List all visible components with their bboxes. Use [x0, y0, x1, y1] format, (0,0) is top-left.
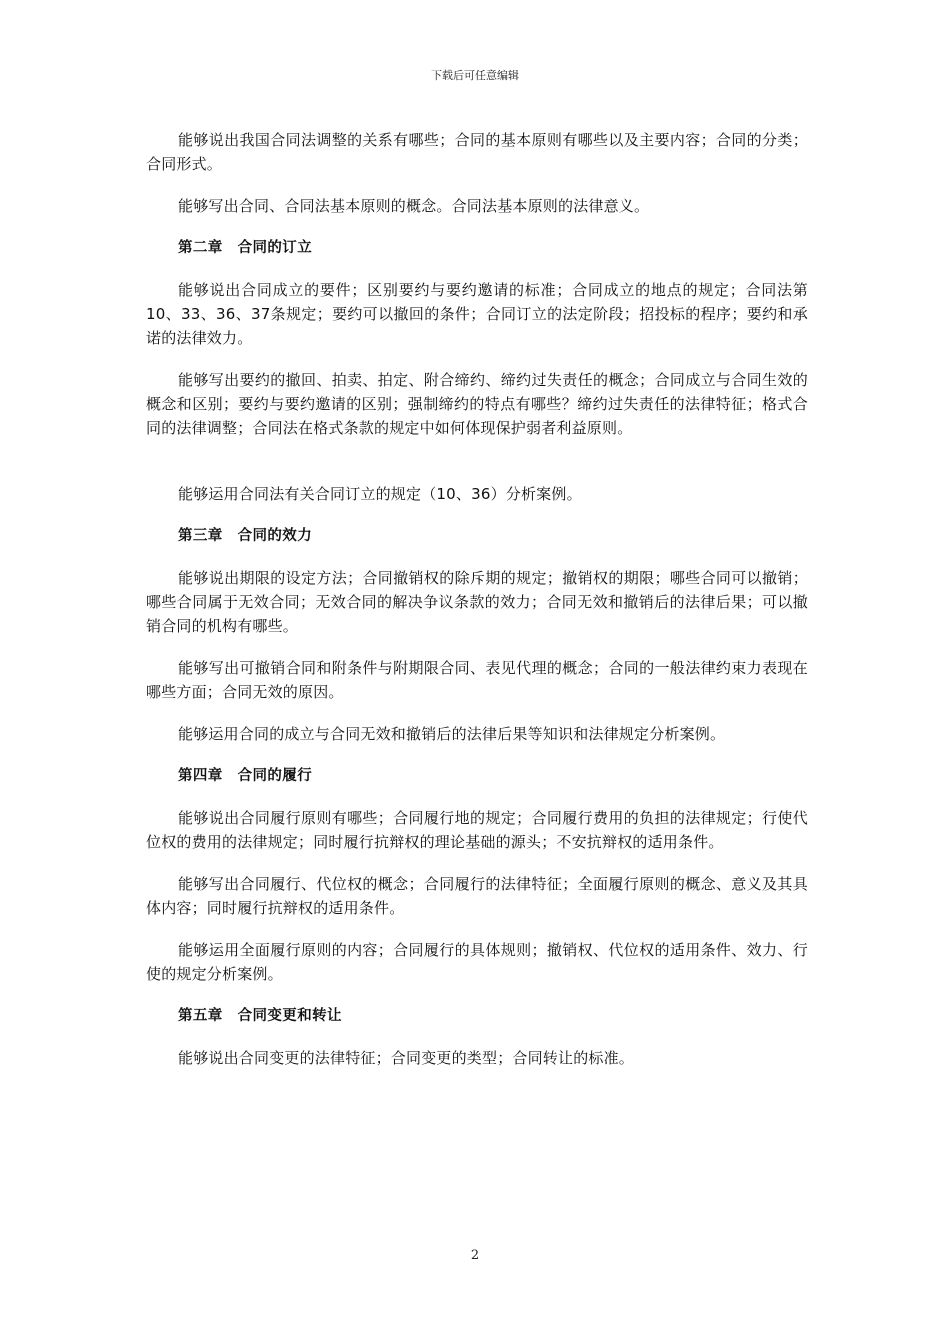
paragraph: 能够运用合同法有关合同订立的规定（10、36）分析案例。: [178, 485, 582, 503]
chapter-heading: 第五章 合同变更和转让: [178, 1008, 342, 1024]
paragraph: 能够说出合同履行原则有哪些；合同履行地的规定；合同履行费用的负担的法律规定；行使代位权的费用的法律规定；同时履行抗辩权的理论基础的源头；不安抗辩权的适用条件。: [146, 809, 808, 851]
paragraph: 能够写出合同、合同法基本原则的概念。合同法基本原则的法律意义。: [178, 197, 650, 215]
page-number: 2: [470, 1248, 480, 1263]
paragraph: 能够运用合同的成立与合同无效和撤销后的法律后果等知识和法律规定分析案例。: [178, 725, 726, 743]
chapter-heading: 第二章 合同的订立: [178, 240, 313, 256]
chapter-heading: 第四章 合同的履行: [178, 768, 313, 784]
document-body: [146, 128, 808, 1070]
paragraph: 能够写出要约的撤回、拍卖、拍定、附合缔约、缔约过失责任的概念；合同成立与合同生效的概念和区别；要约与要约邀请的区别；强制缔约的特点有哪些？缔约过失责任的法律特征；格式合同的法律调整；合同法在格式条款的规定中如何体现保护弱者利益原则。: [146, 371, 808, 437]
chapter-heading: 第三章 合同的效力: [178, 528, 313, 544]
paragraph: 能够说出我国合同法调整的关系有哪些；合同的基本原则有哪些以及主要内容；合同的分类；合同形式。: [146, 131, 808, 173]
paragraph: 能够写出可撤销合同和附条件与附期限合同、表见代理的概念；合同的一般法律约束力表现在哪些方面；合同无效的原因。: [146, 659, 808, 701]
paragraph: 能够写出合同履行、代位权的概念；合同履行的法律特征；全面履行原则的概念、意义及其具体内容；同时履行抗辩权的适用条件。: [146, 875, 808, 917]
paragraph: 能够说出期限的设定方法；合同撤销权的除斥期的规定；撤销权的期限；哪些合同可以撤销；哪些合同属于无效合同；无效合同的解决争议条款的效力；合同无效和撤销后的法律后果；可以撤销合同的机构有哪些。: [146, 569, 808, 635]
paragraph: 能够说出合同成立的要件；区别要约与要约邀请的标准；合同成立的地点的规定；合同法第10、33、36、37条规定；要约可以撤回的条件；合同订立的法定阶段；招投标的程序；要约和承诺的法律效力。: [146, 281, 808, 347]
page-header: 下载后可任意编辑: [431, 69, 519, 82]
paragraph: 能够说出合同变更的法律特征；合同变更的类型；合同转让的标准。: [178, 1049, 635, 1067]
paragraph: 能够运用全面履行原则的内容；合同履行的具体规则；撤销权、代位权的适用条件、效力、行使的规定分析案例。: [146, 941, 808, 983]
